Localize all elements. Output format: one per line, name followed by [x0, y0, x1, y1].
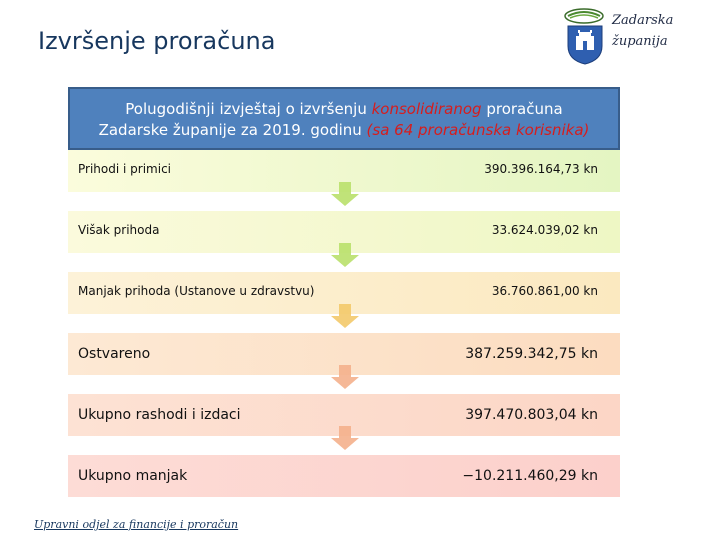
county-name-logo-text — [612, 10, 673, 52]
footer-department[interactable]: Upravni odjel za financije i proračun — [34, 518, 239, 531]
page-title: Izvršenje proračuna — [38, 27, 276, 55]
budget-row-value: 33.624.039,02 kn — [491, 223, 598, 237]
down-arrow-icon — [331, 365, 359, 389]
banner-highlight-consolidated: konsolidiranog — [371, 100, 482, 118]
budget-row-value: 387.259.342,75 kn — [465, 346, 598, 362]
budget-row-value: 390.396.164,73 kn — [484, 162, 598, 176]
budget-row-label: Višak prihoda — [78, 223, 160, 237]
logo-line-2: županija — [612, 34, 668, 49]
budget-row-label: Prihodi i primici — [78, 162, 171, 176]
banner-line-1-text: Polugodišnji izvještaj o izvršenju — [125, 100, 372, 118]
budget-row-label: Ukupno manjak — [78, 468, 188, 484]
banner-highlight-users: (sa 64 proračunska korisnika) — [366, 121, 590, 139]
report-banner — [68, 87, 620, 150]
budget-row-value: 36.760.861,00 kn — [491, 284, 598, 298]
down-arrow-icon — [331, 304, 359, 328]
budget-row-value: 397.470.803,04 kn — [465, 407, 598, 423]
logo-line-1: Zadarska — [612, 13, 674, 28]
down-arrow-icon — [331, 182, 359, 206]
budget-row-label: Ukupno rashodi i izdaci — [78, 407, 241, 423]
banner-line-1-end: proračuna — [481, 100, 563, 118]
banner-line-2 — [70, 120, 618, 141]
banner-line-1 — [70, 99, 618, 120]
budget-row — [68, 455, 620, 497]
budget-row-value: −10.211.460,29 kn — [462, 468, 598, 484]
banner-line-2-text: Zadarske županije za 2019. godinu — [98, 121, 367, 139]
county-coat-of-arms-icon — [562, 6, 610, 66]
down-arrow-icon — [331, 243, 359, 267]
down-arrow-icon — [331, 426, 359, 450]
budget-row-label: Manjak prihoda (Ustanove u zdravstvu) — [78, 284, 315, 298]
budget-row-label: Ostvareno — [78, 346, 151, 362]
